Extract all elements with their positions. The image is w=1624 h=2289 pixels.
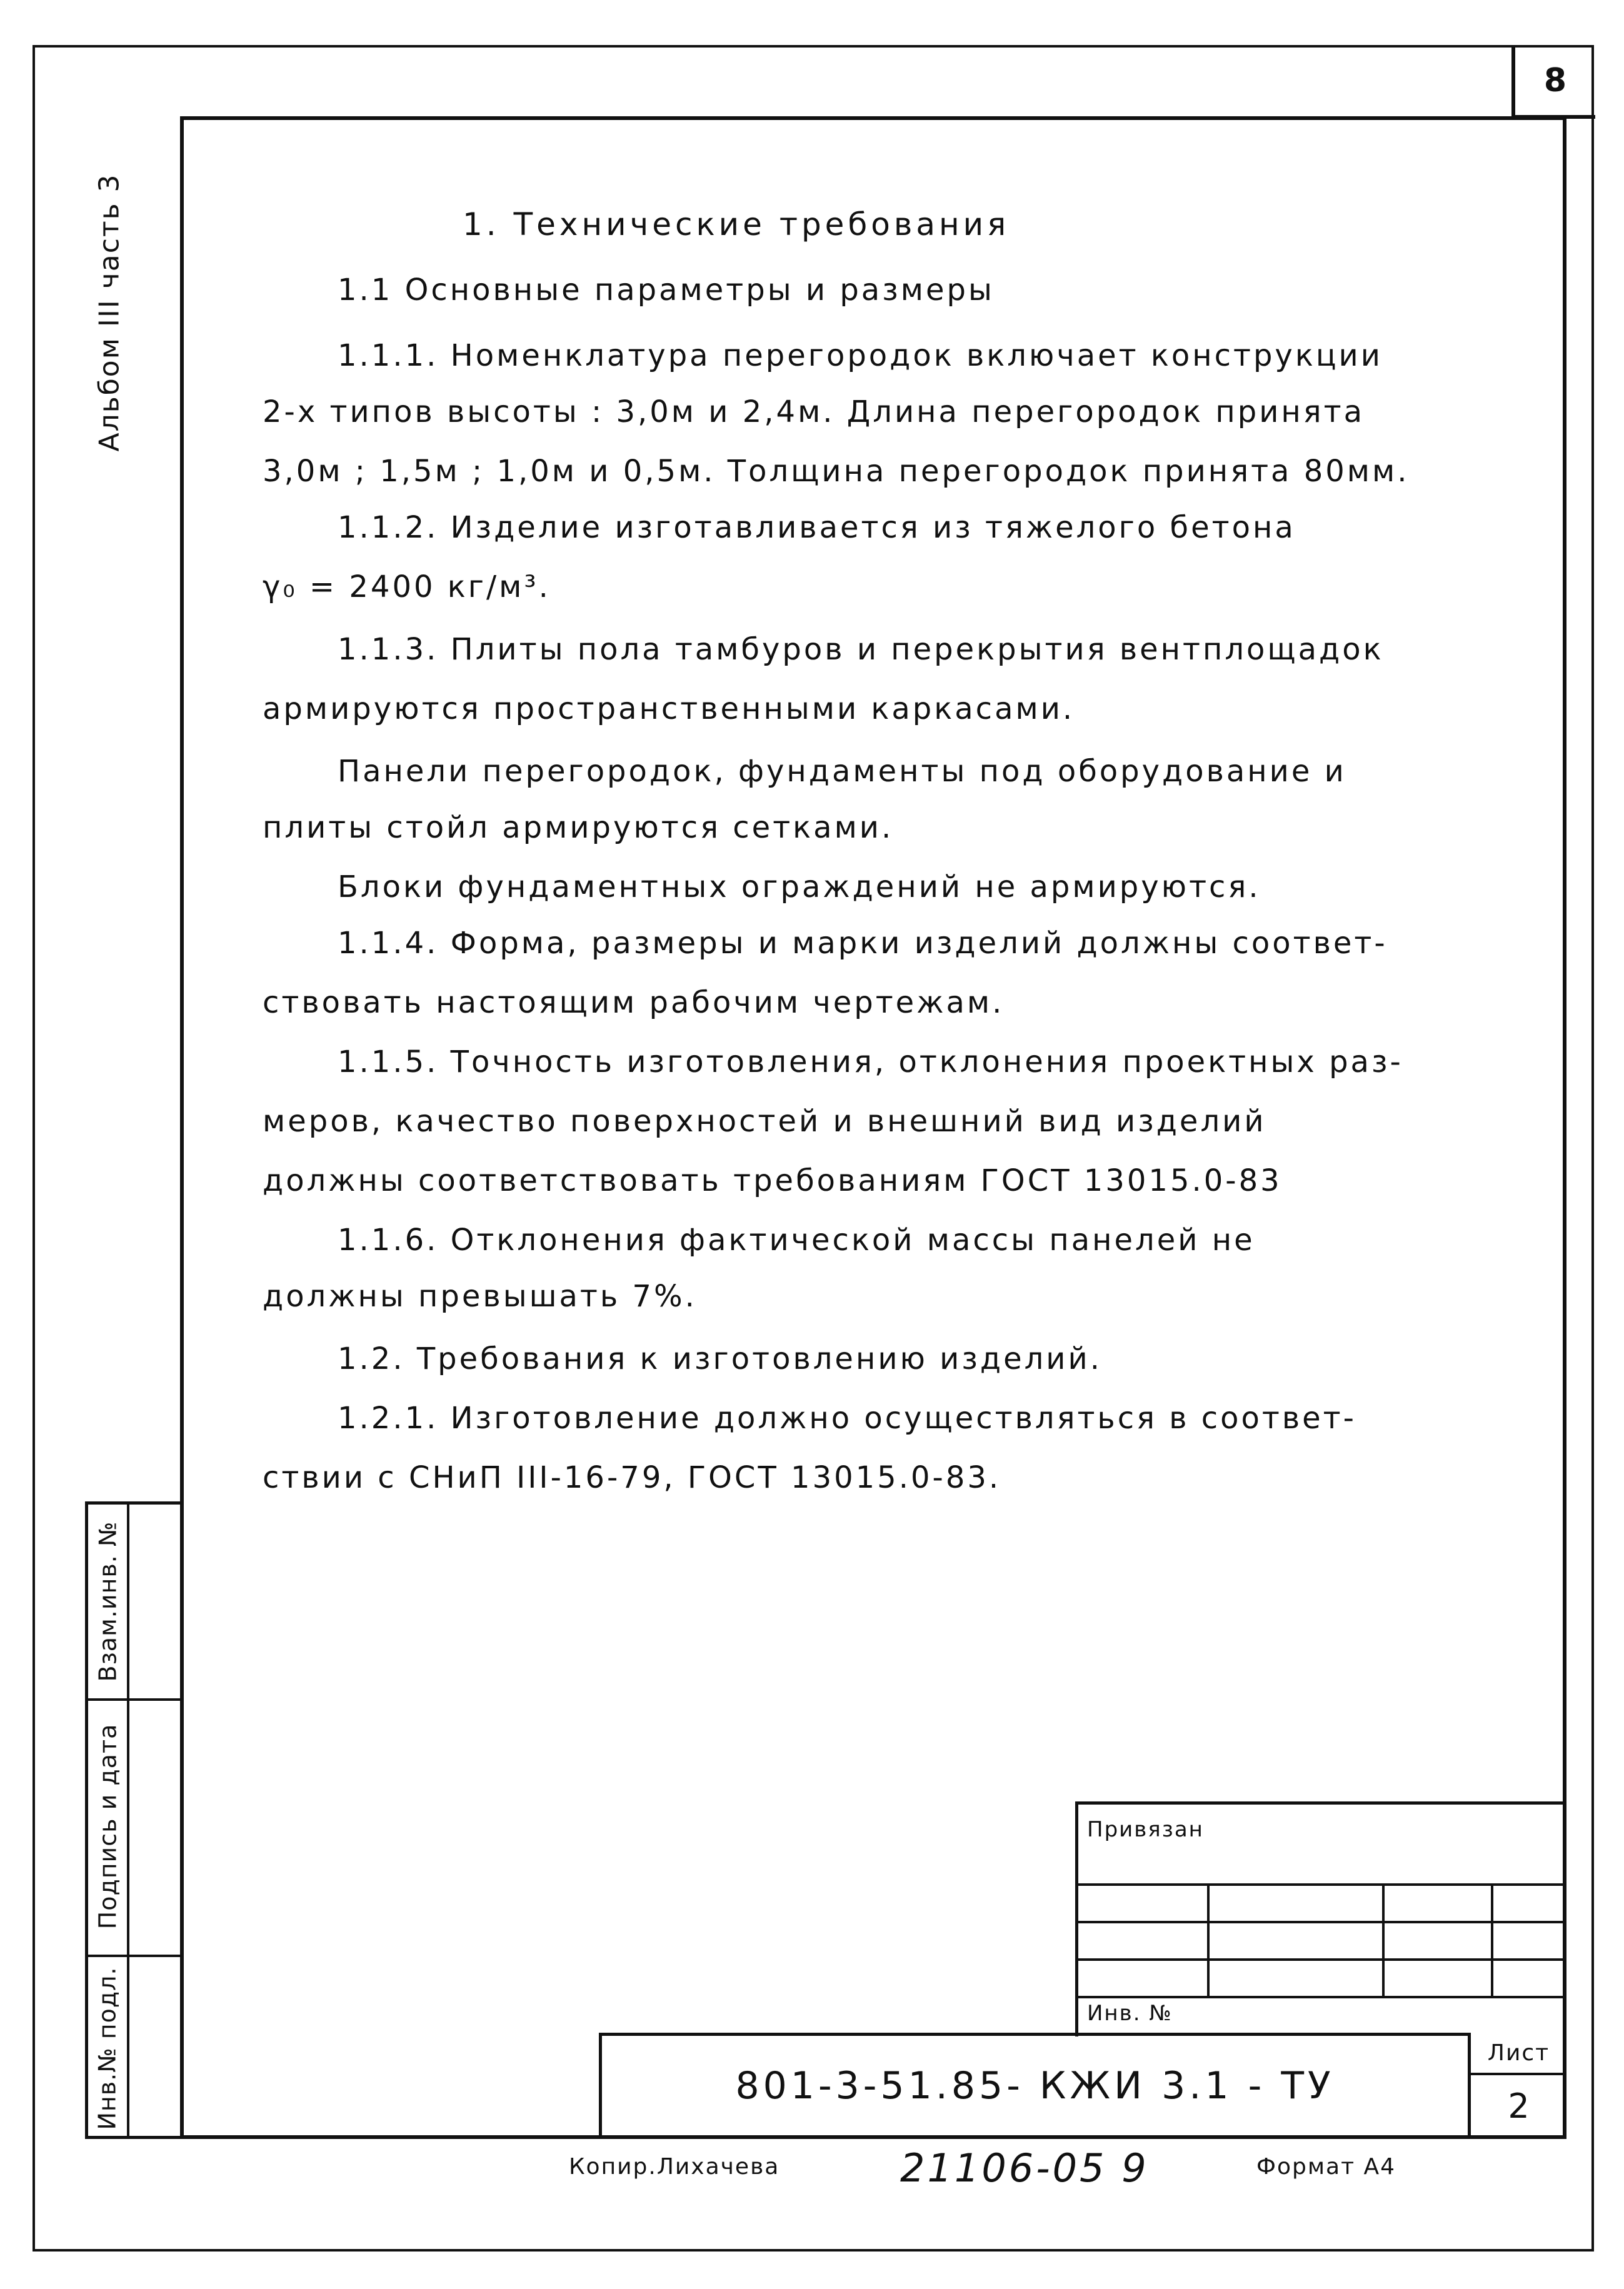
footer-format: Формат А4 — [1256, 2154, 1396, 2180]
stamp-col-line — [1491, 1883, 1493, 1996]
binding-stamp — [1075, 1801, 1566, 2036]
text-line: 1.2. Требования к изготовлению изделий. — [338, 1341, 1102, 1376]
text-line: 1.2.1. Изготовление должно осуществляться в соответ- — [338, 1401, 1356, 1436]
footer-order-number: 21106-05 9 — [900, 2145, 1149, 2191]
text-line: ствовать настоящим рабочим чертежам. — [263, 985, 1005, 1020]
side-stamp-vzam-inv: Взам.инв. № — [94, 1521, 121, 1682]
text-line: должны превышать 7%. — [263, 1279, 697, 1314]
sheet-value: 2 — [1508, 2086, 1530, 2126]
sheet-box — [1468, 2033, 1566, 2139]
text-line: 1.1 Основные параметры и размеры — [338, 273, 995, 308]
text-line: 3,0м ; 1,5м ; 1,0м и 0,5м. Толщина перегородок принята 80мм. — [263, 454, 1410, 489]
side-stamp-podpis-data: Подпись и дата — [94, 1723, 122, 1930]
side-stamp — [85, 1501, 184, 2139]
stamp-inv-n: Инв. № — [1087, 2001, 1173, 2026]
text-line: ствии с СНиП III-16-79, ГОСТ 13015.0-83. — [263, 1460, 1001, 1495]
text-line: γ₀ = 2400 кг/м³. — [263, 569, 551, 604]
text-line: 1.1.3. Плиты пола тамбуров и перекрытия вентплощадок — [338, 632, 1384, 667]
text-line: меров, качество поверхностей и внешний вид изделий — [263, 1104, 1266, 1139]
sheet-number: 8 — [1511, 46, 1595, 119]
text-line: 1.1.2. Изделие изготавливается из тяжелого бетона — [338, 510, 1296, 545]
stamp-privyazan: Привязан — [1087, 1817, 1204, 1842]
text-line: должны соответствовать требованиям ГОСТ 13015.0-83 — [263, 1163, 1282, 1198]
page-title: 1. Технические требования — [463, 206, 1010, 243]
stamp-col-line — [1207, 1883, 1210, 1996]
side-stamp-inv-podl: Инв.№ подл. — [94, 1966, 121, 2130]
sheet-label: Лист — [1471, 2033, 1566, 2075]
text-line: 1.1.6. Отклонения фактической массы панелей не — [338, 1223, 1255, 1258]
document-code: 801-3-51.85- КЖИ 3.1 - ТУ — [599, 2033, 1468, 2139]
album-label-text: Альбом III часть 3 — [93, 173, 126, 452]
stamp-row-line — [1078, 1996, 1566, 1998]
text-line: плиты стойл армируются сетками. — [263, 810, 894, 845]
text-line: 1.1.5. Точность изготовления, отклонения проектных раз- — [338, 1044, 1403, 1079]
text-line: Блоки фундаментных ограждений не армируются. — [338, 869, 1261, 904]
text-line: Панели перегородок, фундаменты под оборудование и — [338, 754, 1346, 789]
footer-copied-by: Копир.Лихачева — [569, 2154, 780, 2180]
text-line: 1.1.1. Номенклатура перегородок включает конструкции — [338, 338, 1383, 373]
text-line: 1.1.4. Форма, размеры и марки изделий должны соответ- — [338, 926, 1388, 961]
stamp-col-line — [1382, 1883, 1385, 1996]
text-line: армируются пространственными каркасами. — [263, 691, 1075, 726]
album-label — [81, 150, 138, 475]
side-stamp-divider — [127, 1505, 129, 2136]
text-line: 2-х типов высоты : 3,0м и 2,4м. Длина перегородок принята — [263, 394, 1365, 429]
